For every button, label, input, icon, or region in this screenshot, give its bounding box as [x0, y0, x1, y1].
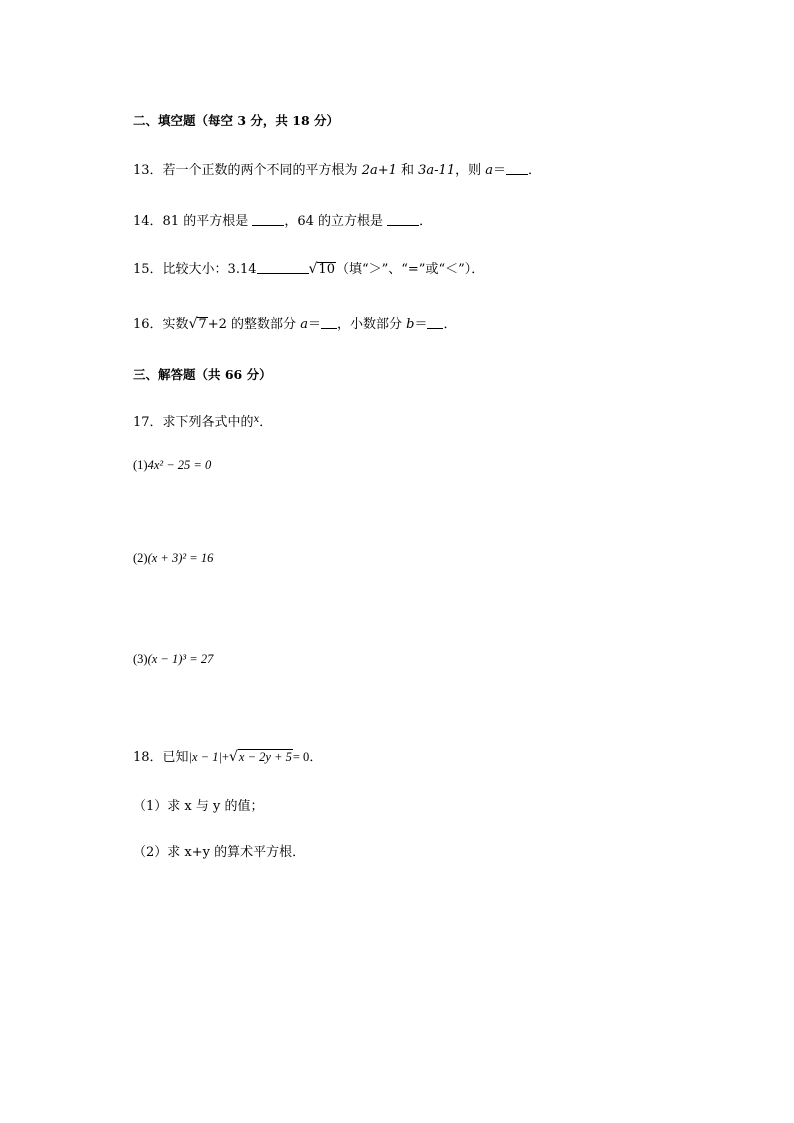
- question-text: 若一个正数的两个不同的平方根为: [162, 163, 362, 178]
- answer-blank[interactable]: [321, 316, 337, 329]
- question-15: [133, 260, 484, 279]
- equation-expression: (x + 3)² = 16: [147, 551, 214, 565]
- period: ．: [443, 317, 457, 332]
- plus-sign: +: [221, 750, 229, 764]
- equals-sign: ＝: [307, 317, 321, 332]
- question-number: 14．: [133, 214, 163, 229]
- period: ．: [419, 214, 433, 229]
- radical-sign-icon: √: [308, 261, 318, 277]
- question-16: [133, 315, 456, 334]
- radicand: 10: [318, 262, 335, 277]
- question-18: [133, 748, 322, 767]
- equation-expression: (x − 1)³ = 27: [147, 652, 214, 666]
- question-text: ，64 的立方根是: [284, 214, 388, 229]
- section-3-title: 三、解答题（共 66 分）: [133, 367, 272, 382]
- radicand: 7: [198, 317, 207, 332]
- equals-sign: ＝: [414, 317, 428, 332]
- equals-sign: ＝: [493, 163, 507, 178]
- question-text: ，则: [455, 163, 486, 178]
- answer-blank[interactable]: [506, 162, 528, 175]
- question-text: 比较大小：3.14: [162, 262, 257, 277]
- radical-sign-icon: √: [188, 316, 198, 332]
- square-root: [229, 748, 293, 767]
- radical-sign-icon: √: [228, 749, 238, 765]
- question-number: 16．: [133, 317, 163, 332]
- expression: 2a+1: [361, 163, 397, 178]
- question-18-part-1: （1）求 x 与 y 的值；: [133, 799, 264, 814]
- question-text: 实数: [162, 317, 189, 332]
- question-18-part-2: （2）求 x+y 的算术平方根．: [133, 845, 306, 860]
- question-text: 已知: [162, 750, 189, 765]
- question-13: [133, 162, 541, 180]
- answer-blank[interactable]: [252, 213, 284, 226]
- question-text: （填“＞”、“=”或“＜”）．: [335, 262, 485, 277]
- equation-right-side: = 0: [292, 750, 310, 764]
- part-label: (1): [133, 458, 148, 472]
- variable: x: [253, 414, 260, 425]
- equation-1: [133, 456, 211, 474]
- question-number: 18．: [133, 750, 163, 765]
- equation-2: [133, 549, 213, 567]
- part-label: (3): [133, 652, 148, 666]
- question-14: [133, 213, 432, 231]
- answer-blank[interactable]: [387, 213, 419, 226]
- variable: a: [300, 317, 308, 332]
- question-number: 17．: [133, 415, 163, 430]
- period: ．: [528, 163, 542, 178]
- part-label: (2): [133, 551, 148, 565]
- question-number: 15．: [133, 262, 163, 277]
- variable: b: [406, 317, 415, 332]
- question-number: 13．: [133, 163, 163, 178]
- absolute-value-expression: |x − 1|: [188, 750, 222, 764]
- question-text: +2 的整数部分: [207, 317, 301, 332]
- question-text: 和: [396, 163, 419, 178]
- square-root: [189, 315, 208, 334]
- question-17: [133, 411, 272, 432]
- section-2-title: 二、填空题（每空 3 分，共 18 分）: [133, 113, 340, 128]
- radicand: x − 2y + 5: [238, 750, 292, 764]
- answer-blank[interactable]: [427, 316, 443, 329]
- equation-3: [133, 650, 213, 668]
- equation-expression: 4x² − 25 = 0: [147, 458, 212, 472]
- period: ．: [309, 750, 323, 765]
- question-text: ，小数部分: [336, 317, 407, 332]
- expression: 3a-11: [418, 163, 456, 178]
- period: ．: [259, 415, 273, 430]
- square-root: [309, 260, 336, 279]
- variable: a: [485, 163, 494, 178]
- question-text: 求下列各式中的: [162, 415, 254, 430]
- answer-blank[interactable]: [257, 261, 309, 274]
- question-text: 81 的平方根是: [162, 214, 253, 229]
